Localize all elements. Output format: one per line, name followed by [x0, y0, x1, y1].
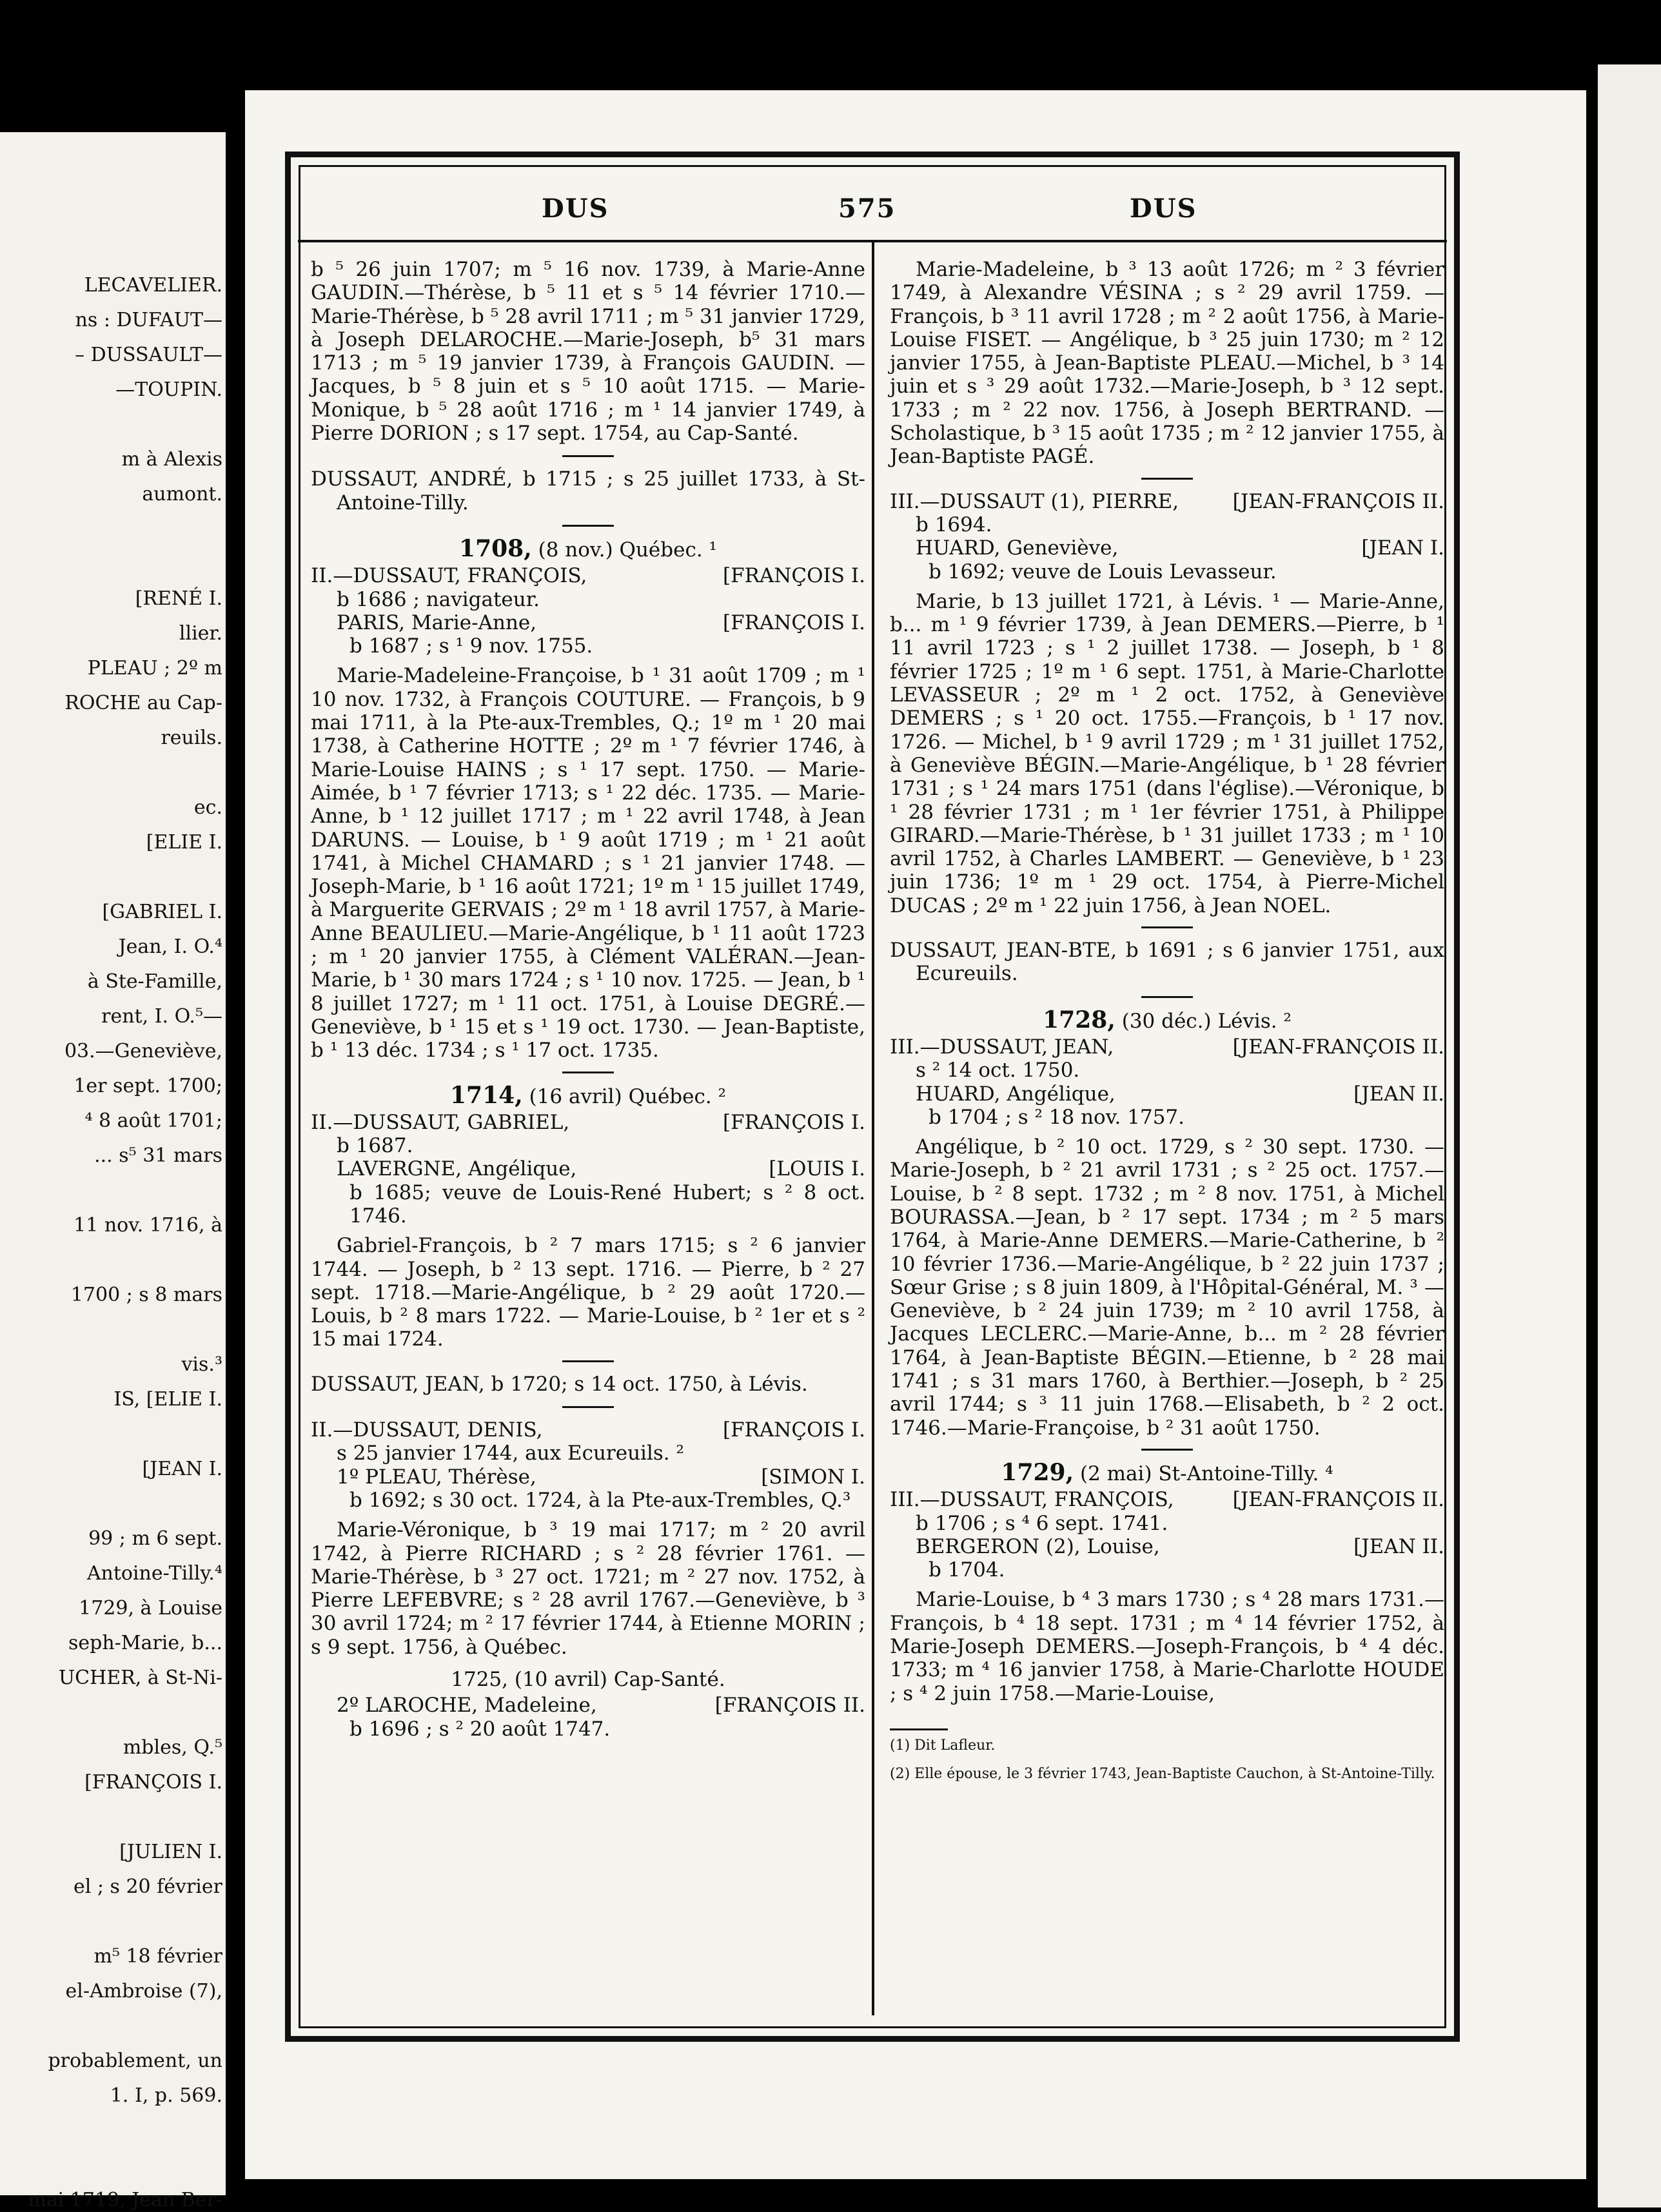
left-page-line: vis.³ — [181, 1353, 222, 1376]
left-page-line: mai 1719, Jean Ber- — [28, 2189, 222, 2211]
spouse-details: b 1696 ; s ² 20 août 1747. — [349, 1717, 611, 1741]
children-list: Marie-Véronique, b ³ 19 mai 1717; m ² 20 avril 1742, à Pierre RICHARD ; s ² 28 février 1761. —Marie-Thérèse, b ³ 27 oct. 1721; m ² 27 nov. 1752, à Pierre LEFEBVRE; s ² 28 avril 1767.—Geneviève, b ³ 30 avril 1724; m ² 17 février 1744, à Etienne MORIN ; s 9 sept. 1756, à Québec. — [311, 1518, 865, 1659]
spouse: HUARD, Angélique, [JEAN II. — [916, 1082, 1444, 1106]
marriage-year: 1728, — [1043, 1006, 1116, 1033]
family-head-details: b 1686 ; navigateur. — [337, 587, 540, 611]
entry-separator — [1141, 478, 1193, 480]
marriage-year: 1729, — [1001, 1458, 1074, 1486]
spouse-details: b 1685; veuve de Louis-René Hubert; s ² 8 oct. 1746. — [349, 1180, 865, 1228]
children-list: Marie-Madeleine-Françoise, b ¹ 31 août 1709 ; m ¹ 10 nov. 1732, à François COUTURE. — François, b 9 mai 1711, à la Pte-aux-Trembles, Q.; 1º m ¹ 20 mai 1738, à Catherine HOTTE ; 2º m ¹ 7 février 1746, à Marie-Louise HAINS ; s ¹ 17 sept. 1750. — Marie-Aimée, b ¹ 7 février 1713; s ¹ 22 déc. 1735. — Marie-Anne, b ¹ 12 juillet 1717 ; m ¹ 22 avril 1748, à Jean DARUNS. — Louise, b ¹ 9 août 1719 ; m ¹ 21 août 1741, à Michel CHAMARD ; s ¹ 21 janvier 1748. — Joseph-Marie, b ¹ 16 août 1721; 1º m ¹ 15 juillet 1749, à Marguerite GERVAIS ; 2º m ¹ 18 avril 1757, à Marie-Anne BEAULIEU.—Marie-Angélique, b ¹ 11 août 1723 ; m ¹ 20 janvier 1755, à Clément VALÉRAN.—Jean-Marie, b ¹ 30 mars 1724 ; s ¹ 10 nov. 1725. — Jean, b ¹ 8 juillet 1727; m ¹ 11 oct. 1751, à Louise DEGRÉ.—Geneviève, b ¹ 15 et s ¹ 19 oct. 1730. — Jean-Baptiste, b ¹ 13 déc. 1734 ; s ¹ 17 oct. 1735. — [311, 664, 865, 1062]
left-page-line: [JEAN I. — [142, 1458, 222, 1480]
left-page-line: 11 nov. 1716, à — [74, 1214, 222, 1237]
marriage-heading-1714: 1714, (16 avril) Québec. ² — [450, 1081, 726, 1109]
entry-andre: DUSSAUT, ANDRÉ, b 1715 ; s 25 juillet 1733, à St-Antoine-Tilly. — [311, 467, 865, 514]
left-page-line: seph-Marie, b... — [68, 1632, 222, 1654]
right-page-edge — [1598, 64, 1661, 2207]
children-list: Gabriel-François, b ² 7 mars 1715; s ² 6 janvier 1744. — Joseph, b ² 13 sept. 1716. — Pierre, b ² 27 sept. 1718.—Marie-Angélique, b ² 29 août 1720.—Louis, b ² 8 mars 1722. — Marie-Louise, b ² 1er et s ² 15 mai 1724. — [311, 1234, 865, 1351]
family-head-details: s ² 14 oct. 1750. — [916, 1059, 1080, 1082]
page-number: 575 — [838, 193, 896, 224]
spouse-details: b 1692; s 30 oct. 1724, à la Pte-aux-Trembles, Q.³ — [349, 1488, 851, 1512]
family-head: II.—DUSSAUT, DENIS, [FRANÇOIS I. — [311, 1418, 865, 1442]
family-head: III.—DUSSAUT, JEAN, [JEAN-FRANÇOIS II. — [890, 1035, 1444, 1059]
family-head: III.—DUSSAUT (1), PIERRE, [JEAN-FRANÇOIS II. — [890, 489, 1444, 513]
marriage-heading-1729: 1729, (2 mai) St-Antoine-Tilly. ⁴ — [1001, 1458, 1333, 1486]
marriage-year: 1708, — [459, 534, 532, 562]
footnote-rule — [890, 1728, 948, 1730]
family-head-details: b 1706 ; s ⁴ 6 sept. 1741. — [916, 1511, 1168, 1535]
left-page-line: Antoine-Tilly.⁴ — [86, 1562, 222, 1585]
running-head-left: DUS — [542, 193, 609, 224]
left-page-fragment — [0, 132, 226, 2211]
entry-jean: DUSSAUT, JEAN, b 1720; s 14 oct. 1750, à Lévis. — [311, 1372, 808, 1396]
family-head-details: b 1694. — [916, 513, 992, 536]
left-page-line: 1729, à Louise — [79, 1597, 222, 1620]
family-head: II.—DUSSAUT, GABRIEL, [FRANÇOIS I. — [311, 1110, 865, 1134]
left-page-line: LECAVELIER. — [84, 274, 222, 297]
spouse: 2º LAROCHE, Madeleine, [FRANÇOIS II. — [337, 1694, 865, 1718]
right-column — [890, 258, 1444, 1794]
children-list: Marie-Louise, b ⁴ 3 mars 1730 ; s ⁴ 28 mars 1731.—François, b ⁴ 18 sept. 1731 ; m ⁴ 14 février 1752, à Marie-Joseph DEMERS.—Joseph-François, b ⁴ 4 déc. 1733; m ⁴ 16 janvier 1758, à Marie-Charlotte HOUDE ; s ⁴ 2 juin 1758.—Marie-Louise, — [890, 1588, 1444, 1705]
running-head-right: DUS — [1130, 193, 1197, 224]
marriage-heading-1728: 1728, (30 déc.) Lévis. ² — [1043, 1006, 1292, 1033]
marriage-heading-1708: 1708, (8 nov.) Québec. ¹ — [459, 534, 717, 562]
entry-continuation: b ⁵ 26 juin 1707; m ⁵ 16 nov. 1739, à Marie-Anne GAUDIN.—Thérèse, b ⁵ 11 et s ⁵ 14 février 1710.—Marie-Thérèse, b ⁵ 28 avril 1711 ; m ⁵ 31 janvier 1729, à Joseph DELAROCHE.—Marie-Joseph, b⁵ 31 mars 1713 ; m ⁵ 19 janvier 1739, à François GAUDIN. — Jacques, b ⁵ 8 juin et s ⁵ 10 août 1715. — Marie-Monique, b ⁵ 28 août 1716 ; m ¹ 14 janvier 1749, à Pierre DORION ; s 17 sept. 1754, au Cap-Santé. — [311, 258, 865, 445]
spouse-details: b 1692; veuve de Louis Levasseur. — [929, 560, 1277, 583]
left-page-line: [GABRIEL I. — [102, 901, 222, 923]
book-page — [245, 90, 1586, 2179]
column-divider — [872, 242, 874, 2015]
left-page-line: reuils. — [161, 727, 222, 749]
left-page-line: PLEAU ; 2º m — [87, 657, 222, 680]
entry-jean-bte: DUSSAUT, JEAN-BTE, b 1691 ; s 6 janvier 1751, aux Ecureuils. — [890, 939, 1444, 986]
children-list: Angélique, b ² 10 oct. 1729, s ² 30 sept. 1730. —Marie-Joseph, b ² 21 avril 1731 ; s ² 25 oct. 1757.—Louise, b ² 8 sept. 1732 ; m ² 8 nov. 1751, à Michel BOURASSA.—Jean, b ² 17 sept. 1734 ; m ² 5 mars 1764, à Marie-Anne DEMERS.—Marie-Catherine, b ² 10 février 1736.—Marie-Angélique, b ² 22 juin 1737 ; Sœur Grise ; s 8 juin 1809, à l'Hôpital-Général, M. ³ — Geneviève, b ² 24 juin 1739; m ² 10 avril 1758, à Jacques LECLERC.—Marie-Anne, b... m ² 28 février 1764, à Jean-Baptiste BÉGIN.—Etienne, b ² 28 mai 1741 ; s 31 mars 1760, à Berthier.—Joseph, b ² 25 avril 1744; s ³ 11 juin 1768.—Elisabeth, b ² 2 oct. 1746.—Marie-Françoise, b ² 31 août 1750. — [890, 1135, 1444, 1440]
left-page-line: Jean, I. O.⁴ — [118, 935, 222, 958]
family-head: II.—DUSSAUT, FRANÇOIS, [FRANÇOIS I. — [311, 564, 865, 588]
left-page-line: probablement, un — [48, 2050, 222, 2072]
left-page-line: ... s⁵ 31 mars — [94, 1144, 222, 1167]
entry-separator — [562, 455, 614, 457]
entry-separator — [562, 1072, 614, 1073]
left-page-line: el ; s 20 février — [73, 1875, 222, 1898]
spouse: HUARD, Geneviève, [JEAN I. — [916, 536, 1444, 560]
left-page-line: mbles, Q.⁵ — [123, 1736, 222, 1759]
spouse-details: b 1704. — [929, 1558, 1005, 1582]
footnote-1: (1) Dit Lafleur. — [890, 1737, 996, 1754]
left-page-line: UCHER, à St-Ni- — [58, 1667, 222, 1689]
left-page-line: 1er sept. 1700; — [74, 1075, 222, 1097]
left-page-line: IS, [ELIE I. — [113, 1388, 222, 1411]
entry-separator — [1141, 926, 1193, 928]
spouse: BERGERON (2), Louise, [JEAN II. — [916, 1534, 1444, 1558]
left-page-line: 1700 ; s 8 mars — [70, 1284, 222, 1306]
left-page-line: ec. — [193, 796, 222, 819]
entry-continuation: Marie-Madeleine, b ³ 13 août 1726; m ² 3 février 1749, à Alexandre VÉSINA ; s ² 29 avril 1759. — François, b ³ 11 avril 1728 ; m ² 2 août 1756, à Marie-Louise FISET. — Angélique, b ³ 25 juin 1730; m ² 12 janvier 1755, à Jean-Baptiste PLEAU.—Michel, b ³ 14 juin et s ³ 29 août 1732.—Marie-Joseph, b ³ 12 sept. 1733 ; m ² 22 nov. 1756, à Joseph BERTRAND. — Scholastique, b ³ 15 août 1735 ; m ² 12 janvier 1755, à Jean-Baptiste PAGÉ. — [890, 258, 1444, 469]
left-page-line: [RENÉ I. — [135, 587, 222, 610]
family-head-details: b 1687. — [337, 1134, 413, 1158]
second-marriage-heading: 1725, (10 avril) Cap-Santé. — [451, 1668, 725, 1692]
left-page-line: – DUSSAULT— — [75, 344, 222, 366]
left-page-line: ns : DUFAUT— — [75, 309, 222, 331]
left-page-line: —TOUPIN. — [115, 378, 222, 401]
left-page-line: llier. — [179, 622, 222, 645]
left-page-line: [ELIE I. — [146, 831, 222, 854]
entry-separator — [1141, 996, 1193, 998]
spouse: PARIS, Marie-Anne, [FRANÇOIS I. — [337, 611, 865, 634]
marriage-year: 1714, — [450, 1081, 523, 1109]
left-page-line: 1. I, p. 569. — [110, 2084, 222, 2107]
left-page-line: el-Ambroise (7), — [65, 1980, 222, 2002]
left-page-line: [FRANÇOIS I. — [84, 1771, 222, 1794]
spouse-details: b 1687 ; s ¹ 9 nov. 1755. — [349, 634, 593, 658]
footnote-2: (2) Elle épouse, le 3 février 1743, Jean-Baptiste Cauchon, à St-Antoine-Tilly. — [890, 1765, 1435, 1782]
left-page-line: m⁵ 18 février — [93, 1945, 222, 1968]
left-page-line: 03.—Geneviève, — [64, 1040, 222, 1062]
left-page-line: rent, I. O.⁵— — [101, 1005, 222, 1028]
entry-separator — [1141, 1449, 1193, 1451]
left-page-line: ⁴ 8 août 1701; — [84, 1110, 222, 1132]
left-column — [311, 258, 865, 1747]
spouse: LAVERGNE, Angélique, [LOUIS I. — [337, 1157, 865, 1181]
spouse-details: b 1704 ; s ² 18 nov. 1757. — [929, 1105, 1185, 1129]
left-page-line: ROCHE au Cap- — [64, 692, 222, 714]
entry-separator — [562, 1406, 614, 1408]
entry-separator — [562, 525, 614, 527]
family-head: III.—DUSSAUT, FRANÇOIS, [JEAN-FRANÇOIS II. — [890, 1488, 1444, 1512]
children-list: Marie, b 13 juillet 1721, à Lévis. ¹ — Marie-Anne, b... m ¹ 9 février 1739, à Jean DEMERS.—Pierre, b ¹ 11 avril 1723 ; s ¹ 2 juillet 1738. — Joseph, b ¹ 8 février 1725 ; 1º m ¹ 6 sept. 1751, à Marie-Charlotte LEVASSEUR ; 2º m ¹ 2 oct. 1752, à Geneviève DEMERS ; s ¹ 20 oct. 1755.—François, b ¹ 17 nov. 1726. — Michel, b ¹ 9 avril 1729 ; m ¹ 31 juillet 1752, à Geneviève BÉGIN.—Marie-Angélique, b ¹ 28 février 1731 ; s ¹ 24 mars 1751 (dans l'église).—Véronique, b ¹ 28 février 1731 ; m ¹ 1er février 1751, à Philippe GIRARD.—Marie-Thérèse, b ¹ 31 juillet 1733 ; m ¹ 10 avril 1752, à Charles LAMBERT. — Geneviève, b ¹ 23 juin 1736; 1º m ¹ 29 oct. 1754, à Pierre-Michel DUCAS ; 2º m ¹ 22 juin 1756, à Jean NOEL. — [890, 589, 1444, 917]
left-page-line: à Ste-Famille, — [87, 970, 222, 993]
left-page-line: m à Alexis — [121, 448, 222, 471]
entry-separator — [562, 1360, 614, 1362]
spouse: 1º PLEAU, Thérèse, [SIMON I. — [337, 1465, 865, 1489]
family-head-details: s 25 janvier 1744, aux Ecureuils. ² — [337, 1442, 684, 1465]
left-page-line: 99 ; m 6 sept. — [88, 1527, 222, 1550]
left-page-line: aumont. — [142, 483, 222, 505]
left-page-line: [JULIEN I. — [119, 1841, 222, 1863]
